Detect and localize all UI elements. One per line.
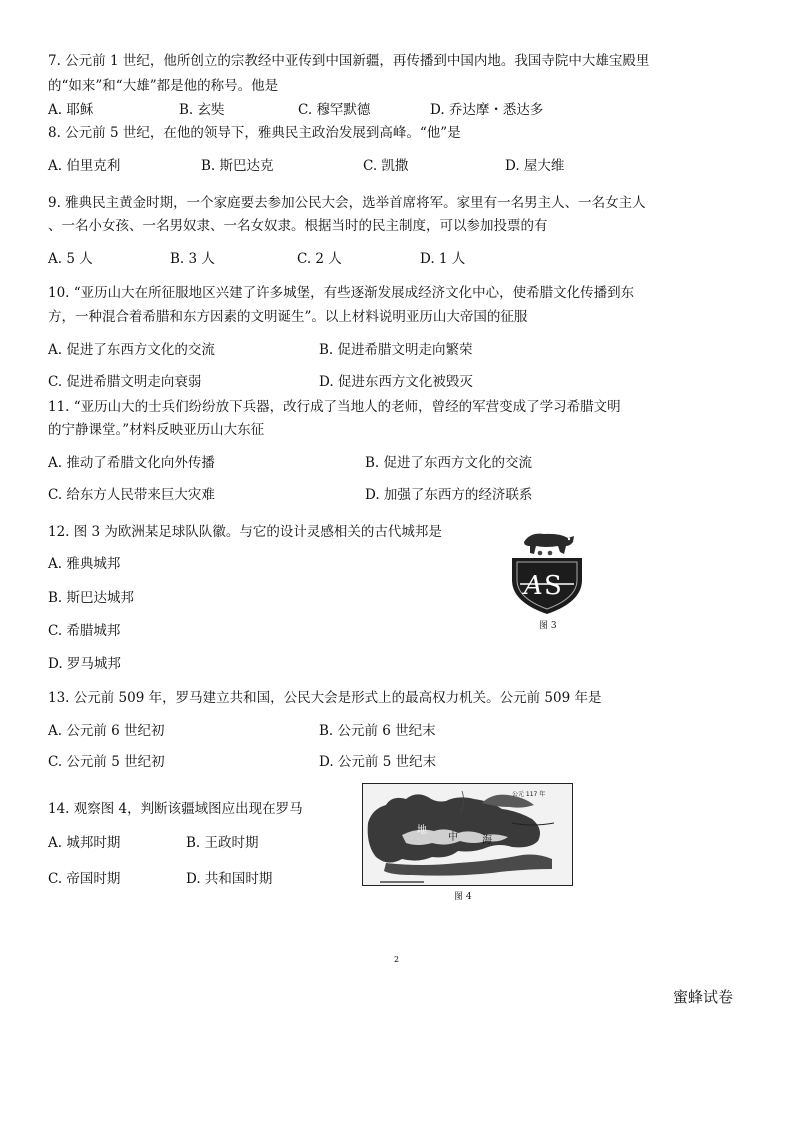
page-number: 2 xyxy=(394,955,400,964)
q14-option-a[interactable]: A. 城邦时期 xyxy=(48,835,121,851)
q7-stem-line2: 的“如来”和“大雄”都是他的称号。他是 xyxy=(48,78,279,94)
q7-option-c[interactable]: C. 穆罕默德 xyxy=(298,102,371,118)
q10-stem-line2: 方，一种混合着希腊和东方因素的文明诞生”。以上材料说明亚历山大帝国的征服 xyxy=(48,309,528,325)
q9-option-c[interactable]: C. 2 人 xyxy=(297,251,342,267)
q10-option-a[interactable]: A. 促进了东西方文化的交流 xyxy=(48,342,215,358)
q11-option-c[interactable]: C. 给东方人民带来巨大灾难 xyxy=(48,487,215,503)
q11-option-b[interactable]: B. 促进了东西方文化的交流 xyxy=(365,455,533,471)
q8-stem: 8. 公元前 5 世纪，在他的领导下，雅典民主政治发展到高峰。“他”是 xyxy=(48,125,461,141)
map-label-di: 地 xyxy=(417,825,427,836)
figure-3-crest-image xyxy=(510,528,584,616)
q13-option-a[interactable]: A. 公元前 6 世纪初 xyxy=(48,723,165,739)
q12-option-b[interactable]: B. 斯巴达城邦 xyxy=(48,590,135,606)
figure-4-map-image xyxy=(362,783,573,886)
q9-option-b[interactable]: B. 3 人 xyxy=(170,251,215,267)
q10-option-c[interactable]: C. 促进希腊文明走向衰弱 xyxy=(48,374,202,390)
map-note: 公元 117 年 xyxy=(512,791,546,798)
q11-option-d[interactable]: D. 加强了东西方的经济联系 xyxy=(365,487,533,503)
brand-watermark: 蜜蜂试卷 xyxy=(673,988,734,1006)
q8-option-a[interactable]: A. 伯里克利 xyxy=(48,158,121,174)
q13-option-b[interactable]: B. 公元前 6 世纪末 xyxy=(319,723,436,739)
q9-stem-line2: 、一名小女孩、一名男奴隶、一名女奴隶。根据当时的民主制度，可以参加投票的有 xyxy=(48,218,548,234)
q13-stem: 13. 公元前 509 年，罗马建立共和国，公民大会是形式上的最高权力机关。公元前 509 年是 xyxy=(48,690,602,706)
q12-option-a[interactable]: A. 雅典城邦 xyxy=(48,556,121,572)
q10-stem-line1: 10. “亚历山大在所征服地区兴建了许多城堡，有些逐渐发展成经济文化中心，使希腊文化传播到东 xyxy=(48,285,635,301)
figure-3-caption: 图 3 xyxy=(539,621,557,631)
q10-option-d[interactable]: D. 促进东西方文化被毁灭 xyxy=(319,374,473,390)
q13-option-d[interactable]: D. 公元前 5 世纪末 xyxy=(319,754,437,770)
svg-text:A: A xyxy=(524,571,543,601)
q7-stem-line1: 7. 公元前 1 世纪，他所创立的宗教经中亚传到中国新疆，再传播到中国内地。我国寺院中大雄宝殿里 xyxy=(48,53,650,69)
q8-option-d[interactable]: D. 屋大维 xyxy=(505,158,565,174)
q12-option-c[interactable]: C. 希腊城邦 xyxy=(48,623,121,639)
q14-stem: 14. 观察图 4，判断该疆域图应出现在罗马 xyxy=(48,801,303,817)
q9-option-d[interactable]: D. 1 人 xyxy=(420,251,466,267)
q9-option-a[interactable]: A. 5 人 xyxy=(48,251,93,267)
q11-stem-line2: 的宁静课堂。”材料反映亚历山大东征 xyxy=(48,422,265,438)
figure-4-caption: 图 4 xyxy=(454,892,472,902)
q14-option-d[interactable]: D. 共和国时期 xyxy=(186,871,273,887)
q11-option-a[interactable]: A. 推动了希腊文化向外传播 xyxy=(48,455,215,471)
q7-option-b[interactable]: B. 玄奘 xyxy=(179,102,225,118)
svg-text:S: S xyxy=(544,571,562,601)
q10-option-b[interactable]: B. 促进希腊文明走向繁荣 xyxy=(319,342,473,358)
q7-option-d[interactable]: D. 乔达摩・悉达多 xyxy=(430,102,544,118)
q11-stem-line1: 11. “亚历山大的士兵们纷纷放下兵器，改行成了当地人的老师，曾经的军营变成了学习希腊文明 xyxy=(48,399,621,415)
q14-option-c[interactable]: C. 帝国时期 xyxy=(48,871,121,887)
map-label-hai: 海 xyxy=(482,835,492,846)
q8-option-c[interactable]: C. 凯撒 xyxy=(363,158,409,174)
q8-option-b[interactable]: B. 斯巴达克 xyxy=(201,158,274,174)
q13-option-c[interactable]: C. 公元前 5 世纪初 xyxy=(48,754,165,770)
q12-stem: 12. 图 3 为欧洲某足球队队徽。与它的设计灵感相关的古代城邦是 xyxy=(48,524,442,540)
q9-stem-line1: 9. 雅典民主黄金时期，一个家庭要去参加公民大会，选举首席将军。家里有一名男主人、一名女主人 xyxy=(48,195,646,211)
q7-option-a[interactable]: A. 耶稣 xyxy=(48,102,94,118)
q12-option-d[interactable]: D. 罗马城邦 xyxy=(48,656,121,672)
map-label-zhong: 中 xyxy=(448,832,458,843)
q14-option-b[interactable]: B. 王政时期 xyxy=(186,835,259,851)
